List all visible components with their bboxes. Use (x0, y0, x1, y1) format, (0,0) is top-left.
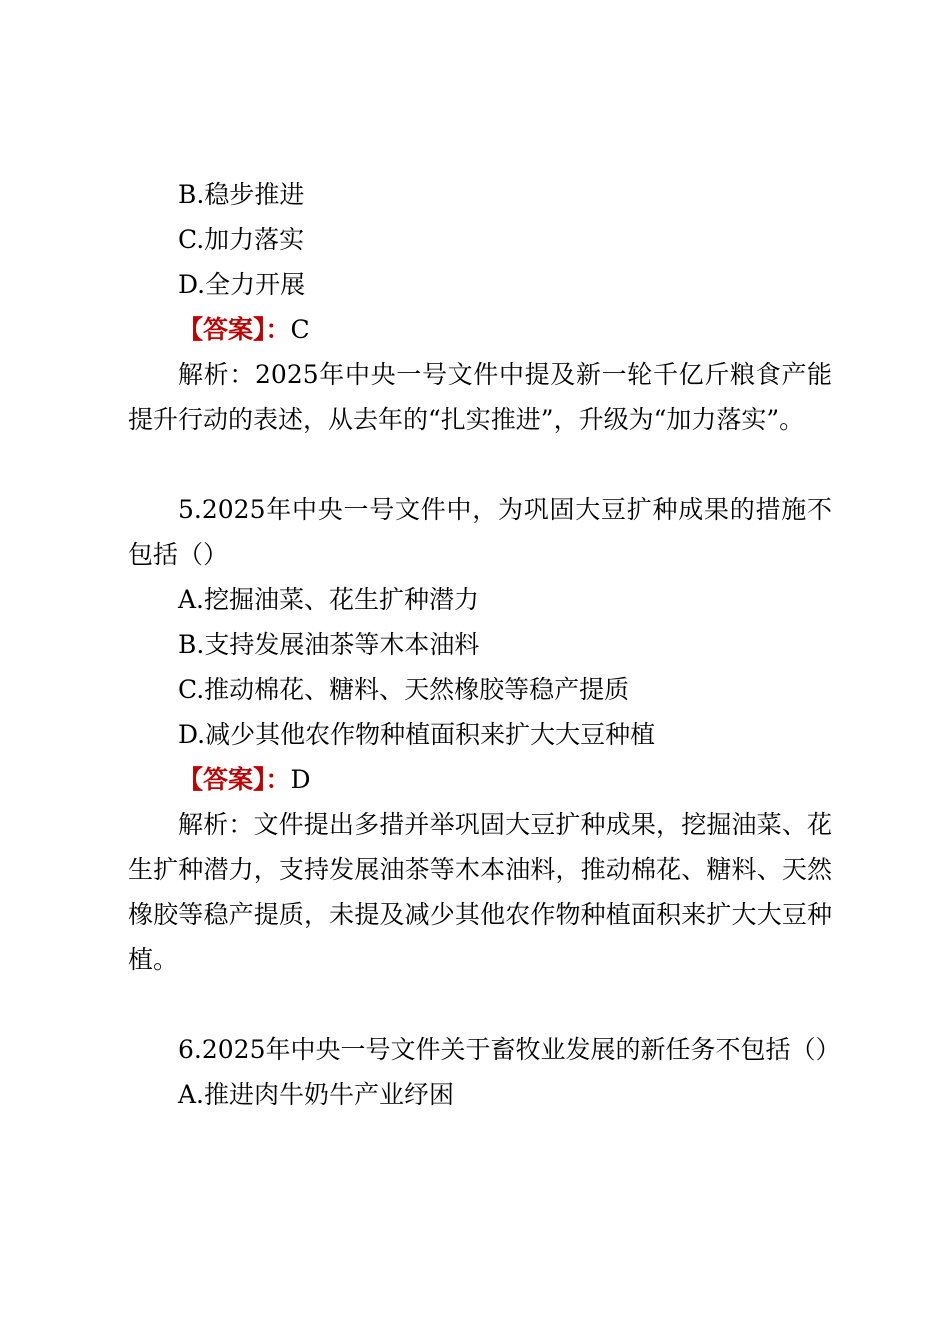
q5-option-c: C.推动棉花、糖料、天然橡胶等稳产提质 (178, 675, 630, 704)
q4-analysis: 解析：2025年中央一号文件中提及新一轮千亿斤粮食产能提升行动的表述，从去年的“扎实推进”，升级为“加力落实”。 (128, 360, 832, 434)
q5-answer-value: D (290, 765, 311, 794)
q5-answer (128, 757, 832, 802)
q6-option-a: A.推进肉牛奶牛产业纾困 (178, 1080, 455, 1109)
q5-option-b: B.支持发展油茶等木本油料 (178, 630, 480, 659)
q4-option-c: C.加力落实 (178, 225, 305, 254)
q5-option-d: D.减少其他农作物种植面积来扩大大豆种植 (178, 720, 656, 749)
document-body (128, 172, 841, 1117)
spacer (128, 982, 832, 1027)
spacer (128, 442, 832, 487)
q5-option-a: A.挖掘油菜、花生扩种潜力 (178, 585, 480, 614)
q6-question: 6.2025年中央一号文件关于畜牧业发展的新任务不包括（） (178, 1035, 841, 1064)
q4-answer-label: 【答案】： (178, 315, 291, 344)
q4-answer-value: C (290, 315, 310, 344)
q4-option-d: D.全力开展 (178, 270, 306, 299)
q4-answer (128, 307, 832, 352)
q4-option-b: B.稳步推进 (178, 180, 305, 209)
q5-analysis: 解析：文件提出多措并举巩固大豆扩种成果，挖掘油菜、花生扩种潜力，支持发展油茶等木本油料，推动棉花、糖料、天然橡胶等稳产提质，未提及减少其他农作物种植面积来扩大大豆种植。 (128, 810, 832, 974)
q5-question: 5.2025年中央一号文件中，为巩固大豆扩种成果的措施不包括（） (128, 495, 832, 569)
q5-answer-label: 【答案】： (178, 765, 291, 794)
